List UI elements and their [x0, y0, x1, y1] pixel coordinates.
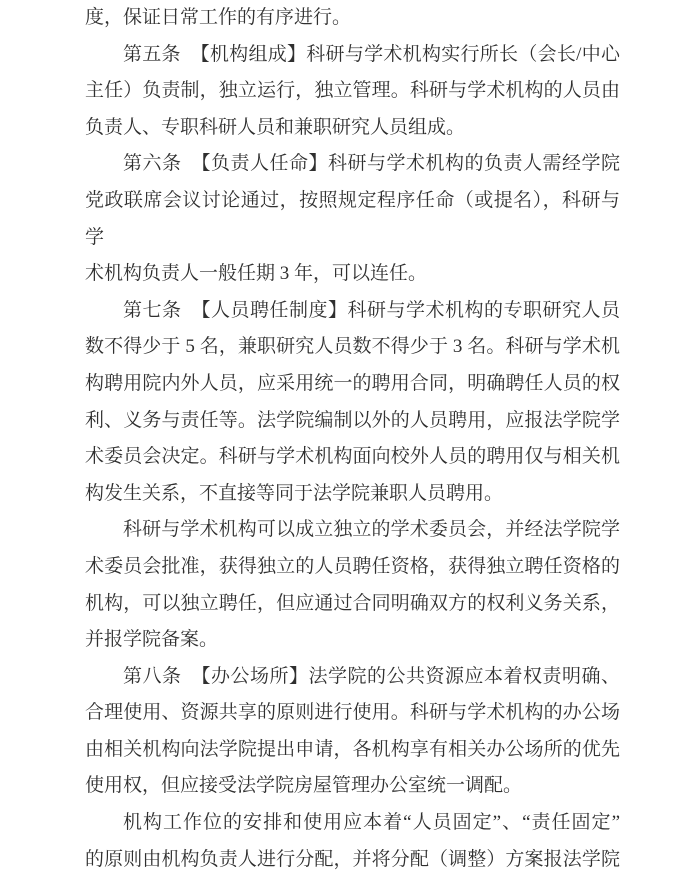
text-line: 第五条 【机构组成】科研与学术机构实行所长（会长/中心	[123, 43, 620, 65]
text-line: 度，保证日常工作的有序进行。	[85, 7, 352, 28]
text-line: 术委员会决定。科研与学术机构面向校外人员的聘用仅与相关机	[85, 446, 620, 468]
text-line: 第八条 【办公场所】法学院的公共资源应本着权责明确、	[123, 665, 620, 687]
text-line: 构聘用院内外人员，应采用统一的聘用合同，明确聘任人员的权	[85, 372, 620, 394]
text-line: 术委员会批准，获得独立的人员聘任资格，获得独立聘任资格的	[85, 555, 620, 577]
paragraph-article-7	[85, 293, 620, 513]
text-line: 党政联席会议讨论通过，按照规定程序任命（或提名），科研与学	[85, 189, 620, 248]
text-line: 机构工作位的安排和使用应本着“人员固定”、“责任固定”	[123, 812, 620, 834]
paragraph-article-5	[85, 37, 620, 147]
text-line: 由相关机构向法学院提出申请，各机构享有相关办公场所的优先	[85, 738, 620, 760]
text-line: 合理使用、资源共享的原则进行使用。科研与学术机构的办公场	[85, 702, 620, 724]
paragraph-workstations	[85, 805, 620, 878]
text-line: 第六条 【负责人任命】科研与学术机构的负责人需经学院	[123, 153, 620, 175]
text-line: 使用权，但应接受法学院房屋管理办公室统一调配。	[85, 775, 523, 797]
text-line: 数不得少于 5 名，兼职研究人员数不得少于 3 名。科研与学术机	[85, 336, 620, 358]
text-line: 的原则由机构负责人进行分配，并将分配（调整）方案报法学院	[85, 848, 620, 870]
text-line: 第七条 【人员聘任制度】科研与学术机构的专职研究人员	[123, 299, 620, 321]
text-line: 并报学院备案。	[85, 629, 219, 651]
paragraph-continuation	[85, 0, 620, 37]
paragraph-academic-committee	[85, 512, 620, 658]
paragraph-article-8	[85, 659, 620, 805]
text-line: 机构，可以独立聘任，但应通过合同明确双方的权利义务关系，	[85, 592, 620, 614]
text-line: 术机构负责人一般任期 3 年，可以连任。	[85, 263, 428, 285]
text-line: 构发生关系，不直接等同于法学院兼职人员聘用。	[85, 482, 504, 504]
text-line: 利、义务与责任等。法学院编制以外的人员聘用，应报法学院学	[85, 409, 620, 431]
paragraph-article-6	[85, 146, 620, 292]
text-line: 负责人、专职科研人员和兼职研究人员组成。	[85, 116, 466, 138]
text-line: 主任）负责制，独立运行，独立管理。科研与学术机构的人员由	[85, 80, 620, 102]
text-line: 科研与学术机构可以成立独立的学术委员会，并经法学院学	[123, 519, 620, 541]
